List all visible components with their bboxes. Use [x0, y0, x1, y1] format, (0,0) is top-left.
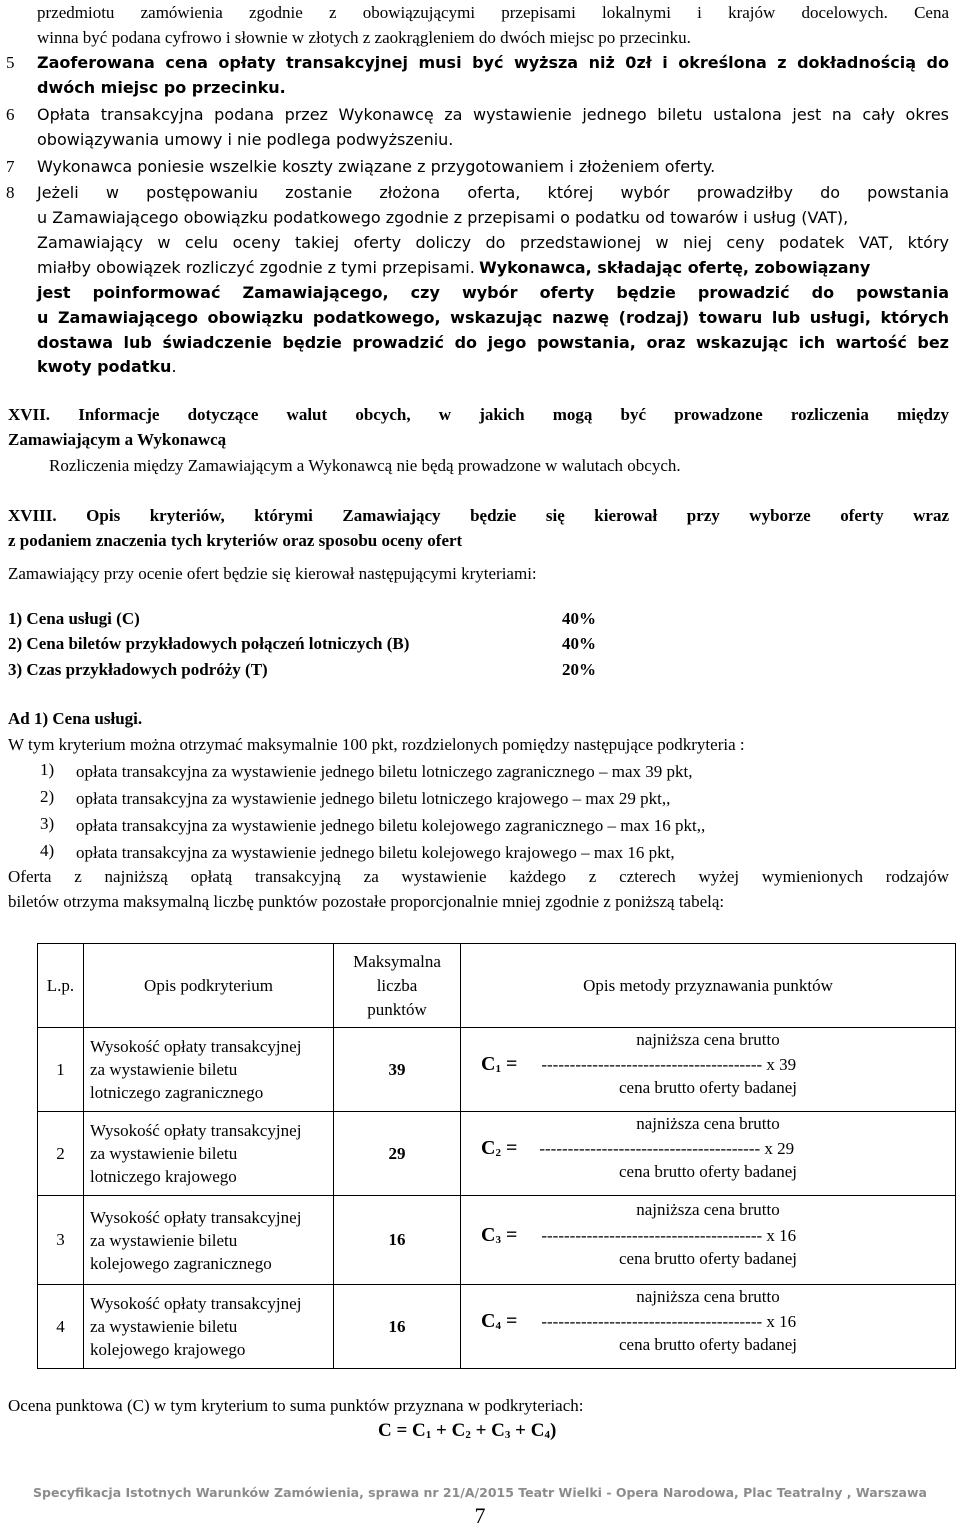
row-3-formula: $C_3$ = --------------------------------------- x 16: [481, 1224, 797, 1246]
row-2-numerator: najniższa cena brutto: [636, 1114, 780, 1133]
row-4-numerator: najniższa cena brutto: [636, 1287, 780, 1306]
row-1-formula: $C_1$ = --------------------------------------- x 39: [481, 1053, 797, 1075]
row-3-description: Wysokość opłaty transakcyjnej za wystawienie biletu kolejowego zagranicznego: [84, 1196, 334, 1285]
summary-formula: $C = C_1 + C_2 + C_3 + C_4$): [378, 1420, 557, 1441]
row-2-formula: $C_2$ = --------------------------------------- x 29: [481, 1137, 795, 1159]
offer-line-1: Oferta z najniższą opłatą transakcyjną za wystawienie każdego z czterech wyżej wymienionych rodzajów: [8, 867, 949, 886]
point-6-line-1: Opłata transakcyjna podana przez Wykonawcę za wystawienie jednego biletu ustalona jest na cały okres: [37, 105, 949, 124]
row-2-method: [461, 1112, 956, 1196]
row-1-max: 39: [334, 1028, 461, 1112]
point-5-line-2: dwóch miejsc po przecinku.: [37, 78, 286, 97]
row-1-denominator: cena brutto oferty badanej: [619, 1078, 797, 1097]
table-row: [38, 1285, 956, 1369]
point-8-line-8: kwoty podatku.: [37, 357, 177, 376]
row-3-method: [461, 1196, 956, 1285]
subcriterion-1-text: opłata transakcyjna za wystawienie jednego biletu lotniczego zagranicznego – max 39 pkt,: [76, 762, 693, 781]
subcriterion-4-number: 4): [40, 841, 55, 860]
criterion-3-weight: 20%: [562, 660, 596, 679]
criteria-intro: Zamawiający przy ocenie ofert będzie się kierował następującymi kryteriami:: [8, 564, 537, 583]
row-4-formula: $C_4$ = --------------------------------------- x 16: [481, 1310, 797, 1332]
row-3-denominator: cena brutto oferty badanej: [619, 1249, 797, 1268]
header-lp: L.p.: [38, 944, 84, 1028]
point-6-number: 6: [6, 105, 15, 124]
point-8-line-2: u Zamawiającego obowiązku podatkowego zgodnie z przepisami o podatku od towarów i usług (VAT),: [37, 208, 849, 227]
row-3-max: 16: [334, 1196, 461, 1285]
section-17-text: Rozliczenia między Zamawiającym a Wykonawcą nie będą prowadzone w walutach obcych.: [49, 456, 681, 475]
subcriterion-1-number: 1): [40, 760, 55, 779]
row-1-numerator: najniższa cena brutto: [636, 1030, 780, 1049]
point-5-number: 5: [6, 53, 15, 72]
point-8-line-5: jest poinformować Zamawiającego, czy wybór oferty będzie prowadzić do powstania: [37, 283, 949, 302]
row-1-description: Wysokość opłaty transakcyjnej za wystawienie biletu lotniczego zagranicznego: [84, 1028, 334, 1112]
row-2-lp: 2: [38, 1112, 84, 1196]
criterion-2-weight: 40%: [562, 634, 596, 653]
page-number: 7: [474, 1503, 486, 1528]
point-8-bold-start: Wykonawca, składając ofertę, zobowiązany: [479, 258, 871, 277]
point-8-line-1: Jeżeli w postępowaniu zostanie złożona oferta, której wybór prowadziłby do powstania: [37, 183, 949, 202]
header-method: Opis metody przyznawania punktów: [461, 944, 956, 1028]
footer-text: Specyfikacja Istotnych Warunków Zamówienia, sprawa nr 21/A/2015 Teatr Wielki - Opera Narodowa, Plac Teatralny , Warszawa: [33, 1485, 927, 1500]
ad1-title: Ad 1) Cena usługi.: [8, 709, 143, 728]
row-4-denominator: cena brutto oferty badanej: [619, 1335, 797, 1354]
criterion-1-label: 1) Cena usługi (C): [8, 609, 140, 628]
criterion-1-weight: 40%: [562, 609, 596, 628]
point-8-line-3: Zamawiający w celu oceny takiej oferty doliczy do przedstawionej w niej ceny podatek VAT, który: [37, 233, 949, 252]
intro-line-1: przedmiotu zamówienia zgodnie z obowiązującymi przepisami lokalnymi i krajów docelowych. Cena: [37, 3, 949, 22]
criterion-2-label: 2) Cena biletów przykładowych połączeń lotniczych (B): [8, 634, 410, 653]
scoring-table: [37, 943, 956, 1369]
intro-line-2: winna być podana cyfrowo i słownie w złotych z zaokrągleniem do dwóch miejsc po przecinku.: [37, 28, 691, 47]
row-1-lp: 1: [38, 1028, 84, 1112]
subcriterion-4-text: opłata transakcyjna za wystawienie jednego biletu kolejowego krajowego – max 16 pkt,: [76, 843, 675, 862]
row-2-denominator: cena brutto oferty badanej: [619, 1162, 797, 1181]
point-5-line-1: Zaoferowana cena opłaty transakcyjnej musi być wyższa niż 0zł i określona z dokładnością do: [37, 53, 949, 72]
table-row: [38, 1196, 956, 1285]
header-description: Opis podkryterium: [84, 944, 334, 1028]
point-8-line-6: u Zamawiającego obowiązku podatkowego, wskazując nazwę (rodzaj) towaru lub usługi, których: [37, 308, 949, 327]
table-row: [38, 1112, 956, 1196]
table-header-row: [38, 944, 956, 1028]
point-8-line-7: dostawa lub świadczenie będzie prowadzić do jego powstania, oraz wskazując ich wartość bez: [37, 333, 949, 352]
row-4-method: [461, 1285, 956, 1369]
subcriterion-3-text: opłata transakcyjna za wystawienie jednego biletu kolejowego zagranicznego – max 16 pkt,,: [76, 816, 706, 835]
point-6-line-2: obowiązywania umowy i nie podlega podwyższeniu.: [37, 130, 454, 149]
row-3-lp: 3: [38, 1196, 84, 1285]
row-4-description: Wysokość opłaty transakcyjnej za wystawienie biletu kolejowego krajowego: [84, 1285, 334, 1369]
header-max-points: Maksymalna liczba punktów: [334, 944, 461, 1028]
point-7-line-1: Wykonawca poniesie wszelkie koszty związane z przygotowaniem i złożeniem oferty.: [37, 157, 716, 176]
point-8-number: 8: [6, 183, 15, 202]
row-2-description: Wysokość opłaty transakcyjnej za wystawienie biletu lotniczego krajowego: [84, 1112, 334, 1196]
subcriterion-2-text: opłata transakcyjna za wystawienie jednego biletu lotniczego krajowego – max 29 pkt,,: [76, 789, 671, 808]
ad1-intro: W tym kryterium można otrzymać maksymalnie 100 pkt, rozdzielonych pomiędzy następujące podkryteria :: [8, 735, 745, 754]
row-1-method: [461, 1028, 956, 1112]
point-8-line-4: miałby obowiązek rozliczyć zgodnie z tymi przepisami. Wykonawca, składając ofertę, zobowiązany: [37, 258, 871, 277]
point-7-number: 7: [6, 157, 15, 176]
subcriterion-3-number: 3): [40, 814, 55, 833]
criterion-3-label: 3) Czas przykładowych podróży (T): [8, 660, 268, 679]
section-18-heading-line-1: XVIII. Opis kryteriów, którymi Zamawiający będzie się kierował przy wyborze oferty wraz: [8, 506, 949, 525]
row-4-max: 16: [334, 1285, 461, 1369]
section-17-heading-line-1: XVII. Informacje dotyczące walut obcych, w jakich mogą być prowadzone rozliczenia między: [8, 405, 949, 424]
subcriterion-2-number: 2): [40, 787, 55, 806]
row-4-lp: 4: [38, 1285, 84, 1369]
row-2-max: 29: [334, 1112, 461, 1196]
section-17-heading-line-2: Zamawiającym a Wykonawcą: [8, 430, 227, 449]
table-row: [38, 1028, 956, 1112]
offer-line-2: biletów otrzyma maksymalną liczbę punktów pozostałe proporcjonalnie mniej zgodnie z poniższą tabelą:: [8, 892, 725, 911]
summary-text: Ocena punktowa (C) w tym kryterium to suma punktów przyznana w podkryteriach:: [8, 1396, 584, 1415]
section-18-heading-line-2: z podaniem znaczenia tych kryteriów oraz sposobu oceny ofert: [8, 531, 463, 550]
row-3-numerator: najniższa cena brutto: [636, 1200, 780, 1219]
